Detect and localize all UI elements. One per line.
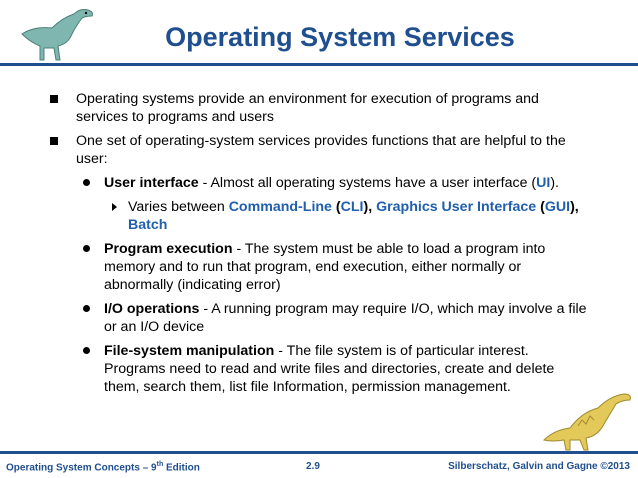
dot-bullet-icon [83,179,90,186]
footer-text: Edition [163,462,200,474]
highlight-term: Graphics User Interface [376,199,537,215]
bullet-text: Varies between [128,199,229,215]
term: I/O operations [104,301,200,317]
dot-bullet-icon [83,347,90,354]
highlight-term: GUI [544,199,571,215]
dinosaur-icon [540,380,636,452]
footer-divider [0,451,638,454]
bullet-item [50,90,590,126]
page-number: 2.9 [306,461,320,472]
bullet-text: - A running program may require I/O, which may involve a file or an I/O device [104,301,587,335]
bullet-text: ), [570,199,579,215]
triangle-bullet-icon [112,203,117,211]
footer-text: th [156,461,164,468]
term: File-system manipulation [104,343,275,359]
sub-bullet-item [50,300,590,336]
sub-bullet-item [50,240,590,294]
bullet-item [50,132,590,168]
footer-book-title [6,461,200,473]
bullet-text: ( [536,199,545,215]
title-divider [0,63,638,66]
term: Program execution [104,241,233,257]
highlight-term: UI [536,175,551,191]
highlight-term: Batch [128,217,168,233]
bullet-text: ( [331,199,341,215]
bullet-text: - The system must be able to load a program into memory and to run that program, end execution, either normally or abnormally (indicating error) [104,241,546,293]
footer-copyright: Silberschatz, Galvin and Gagne ©2013 [448,461,630,472]
sub-bullet-item [50,342,590,396]
bullet-text: One set of operating-system services provides functions that are helpful to the user: [76,133,566,167]
dinosaur-icon [14,4,114,64]
dot-bullet-icon [83,305,90,312]
bullet-list [50,90,590,402]
square-bullet-icon [50,95,58,103]
slide-title: Operating System Services [165,22,515,52]
highlight-term: Command-Line [228,199,332,215]
bullet-text: Operating systems provide an environment for execution of programs and services to programs and users [76,91,539,125]
footer-text: Operating System Concepts – 9 [6,462,157,474]
square-bullet-icon [50,137,58,145]
sub-bullet-item [50,174,590,192]
bullet-text: - Almost all operating systems have a user interface ( [198,175,537,191]
bullet-text: ), [363,199,377,215]
highlight-term: CLI [340,199,364,215]
dot-bullet-icon [83,245,90,252]
term: User interface [104,175,199,191]
bullet-text: - The file system is of particular interest. Programs need to read and write files and directories, create and delete them, search them, list file Information, permission management. [104,343,555,395]
bullet-text: ). [550,175,559,191]
sub-sub-bullet-item [50,198,590,234]
